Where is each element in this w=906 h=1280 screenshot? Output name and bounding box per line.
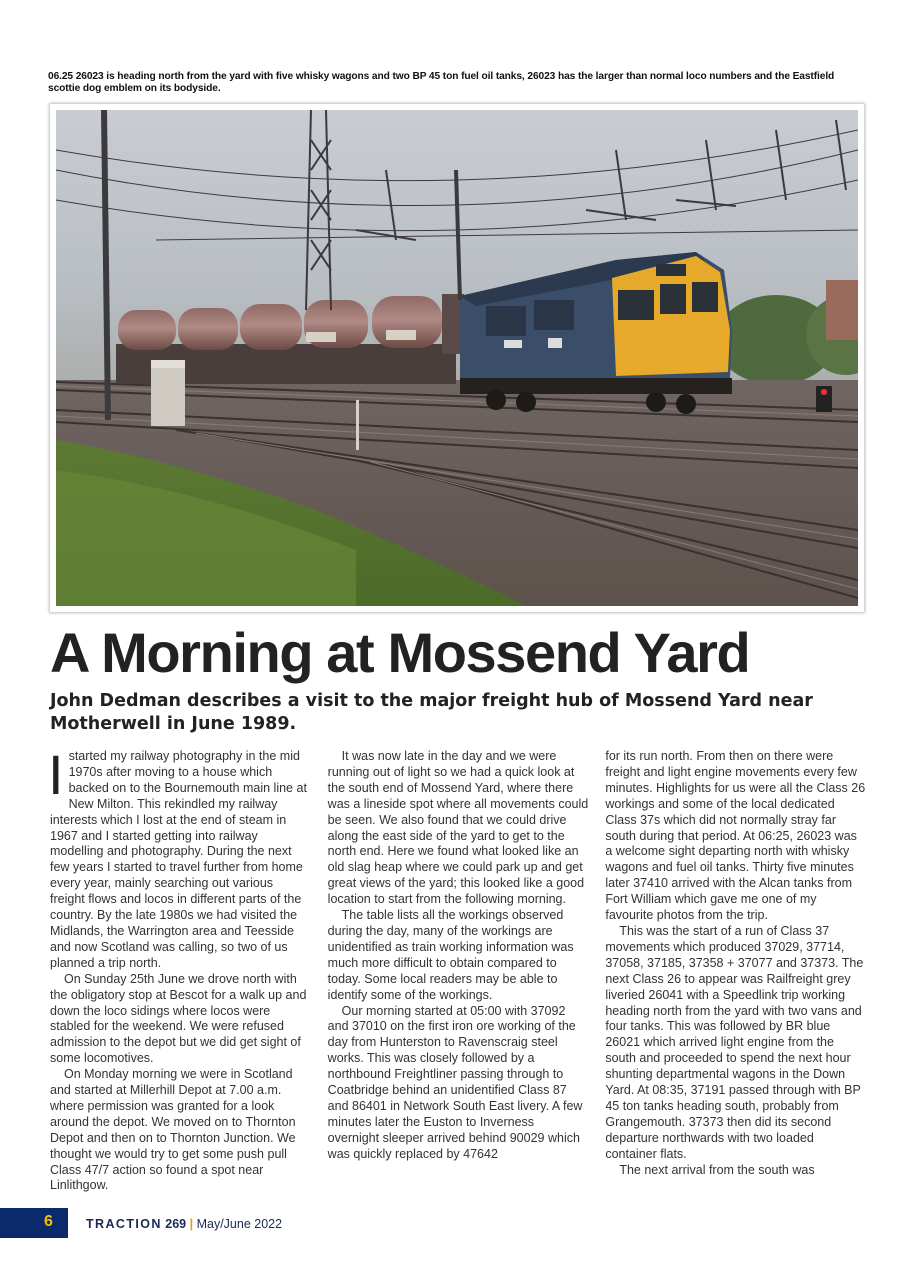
body-paragraph: On Monday morning we were in Scotland and started at Millerhill Depot at 7.00 a.m. where permission was granted for a look around the depot. We moved on to Thornton Depot and then on to Thornton Junction. We thought we would try to get some push pull Class 47/7 action so found a spot near Linlithgow. [50,1067,296,1193]
footer-separator: | [189,1217,194,1231]
magazine-info [86,1217,282,1231]
page-footer [0,1208,906,1238]
body-paragraph: This was the start of a run of Class 37 movements which produced 37029, 37714, 37058, 37185, 37358 + 37077 and 37373. The next Class 26 to appear was Railfreight grey liveried 26041 with a Speedlink trip working heading north from the yard with two vans and four tanks. This was followed by BR blue 26021 which arrived light engine from the south and proceeded to spend the next hour shunting departmental wagons in the Down Yard. At 08:35, 37191 passed through with BP 45 ton tanks heading south, probably from Grangemouth. 37373 then did its second departure northwards with two loaded container flats. [605,923,864,1161]
body-paragraph: It was now late in the day and we were running out of light so we had a quick look at the south end of Mossend Yard, where there was a lineside spot where all movements could be seen. We also found that we could drive along the east side of the yard to get to the north end. Here we found what looked like an old slag heap where we could park up and get great views of the yard; this looked like a good location to start from the following morning. [327,749,589,907]
magazine-title: TRACTION [86,1217,162,1231]
body-paragraph: The next arrival from the south was [619,1162,815,1177]
train-photo [56,110,858,606]
body-column-2 [328,749,589,1197]
body-column-1 [48,743,311,1197]
page-number: 6 [44,1213,53,1230]
body-column-3 [605,749,866,1197]
body-paragraph: On Sunday 25th June we drove north with the obligatory stop at Bescot for a walk up and down the loco sidings where locos were stabled for the weekend. We were refused admission to the depot but we did get sight of some locomotives. [50,971,307,1066]
lineside-cabinet [151,360,185,426]
article-body [48,743,866,1197]
body-paragraph: The table lists all the workings observed during the day, many of the workings are unidentified as train working information was much more difficult to obtain compared to today. Some local readers may be able to identify some of the workings. [327,908,574,1002]
page-number-box [0,1208,68,1238]
article-headline: A Morning at Mossend Yard [50,621,750,684]
drop-cap: I [48,743,64,806]
issue-number: 269 [165,1217,187,1231]
issue-date: May/June 2022 [196,1217,283,1231]
photo-frame [50,104,864,612]
article-standfirst: John Dedman describes a visit to the major freight hub of Mossend Yard near Motherwell in June 1989. [50,691,813,734]
body-paragraph: for its run north. From then on there were freight and light engine movements every few minutes. Highlights for us were all the Class 26 workings and some of the local dedicated Class 37s which did not normally stray far south during that period. At 06:25, 26023 was a welcome sight departing north with whisky wagons and fuel oil tanks. Thirty five minutes later 37410 arrived with the Alcan tanks from Fort William which gave me one of my favourite photos from the trip. [605,749,866,923]
body-paragraph: Istarted my railway photography in the mid 1970s after moving to a house which backed on to the Bournemouth main line at New Milton. This rekindled my railway interests which I lost at the end of steam in 1967 and I started getting into railway modelling and photography. During the next few years I started to travel further from home every year, mainly searching out various freight flows and locos in different parts of the country. By the late 1980s we had visited the Midlands, the Warrington area and Teesside and now Scotland was calling, so two of us planned a trip north. [48,743,307,970]
body-paragraph: Our morning started at 05:00 with 37092 and 37010 on the first iron ore working of the day from Hunterston to Ravenscraig steel works. This was closely followed by a northbound Freightliner passing through to Coatbridge behind an unidentified Class 87 and 86401 in Network South East livery. A few minutes later the Euston to Inverness overnight sleeper arrived behind 90029 which was quickly replaced by 47642 [327,1003,583,1161]
photo-caption: 06.25 26023 is heading north from the yard with five whisky wagons and two BP 45 ton fuel oil tanks, 26023 has the larger than normal loco numbers and the Eastfield scottie dog emblem on its bodyside. [48,71,835,94]
